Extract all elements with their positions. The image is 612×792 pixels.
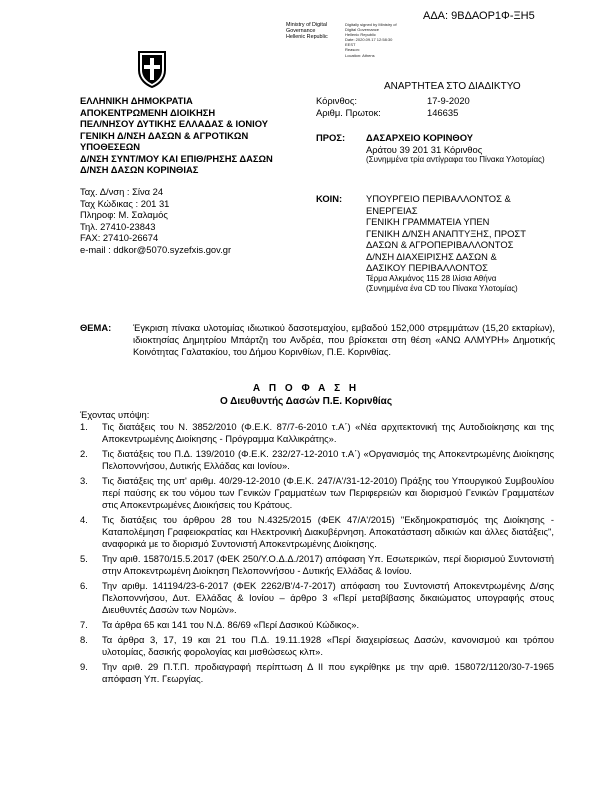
cc-address: Τέρμα Αλκμάνος 115 28 Ιλίσια Αθήνα bbox=[366, 273, 497, 283]
signature-org: Ministry of Digital Governance Hellenic Republic bbox=[286, 22, 328, 41]
list-item: 8. Τα άρθρα 3, 17, 19 και 21 του Π.Δ. 19.11.1928 «Περί διαχειρίσεως Δασών, κανονισμού και τρόπου υλοτομίας, δασικής φορολογίας και μισθώσεως κλπ». bbox=[80, 634, 554, 657]
ada-code: ΑΔΑ: 9ΒΔΑΟΡ1Φ-ΞΗ5 bbox=[423, 10, 535, 22]
document-meta bbox=[316, 95, 470, 118]
subject-text: Έγκριση πίνακα υλοτομίας ιδιωτικού δασοτεμαχίου, εμβαδού 152,000 στρεμμάτων (15,20 εκταρίων), ιδιοκτησίας Δημητρίου Μπάρτζη του Ανδρέα, που βρίσκεται στη θέση «ΑΝΩ ΑΛΜΥΡΗ» Δημοτικής Κοινότητας Γαλατακίου, του Δήμου Κορινθίων, Π.Ε. Κορινθίας. bbox=[133, 322, 555, 357]
cc-note: (Συνημμένα ένα CD του Πίνακα Υλοτομίας) bbox=[366, 283, 518, 293]
list-item: 7. Τα άρθρα 65 και 141 του Ν.Δ. 86/69 «Περί Δασικού Κώδικος». bbox=[80, 619, 360, 630]
sender-block: ΕΛΛΗΝΙΚΗ ΔΗΜΟΚΡΑΤΙΑ ΑΠΟΚΕΝΤΡΩΜΕΝΗ ΔΙΟΙΚΗΣΗ ΠΕΛ/ΝΗΣΟΥ ΔΥΤΙΚΗΣ ΕΛΛΑΔΑΣ & ΙΟΝΙΟΥ ΓΕΝΙΚΗ Δ/ΝΣΗ ΔΑΣΩΝ & ΑΓΡΟΤΙΚΩΝ ΥΠΟΘΕΣΕΩΝ Δ/ΝΣΗ ΣΥΝΤ/ΜΟΥ ΚΑΙ ΕΠΙΘ/ΡΗΣΗΣ ΔΑΣΩΝ Δ/ΝΣΗ ΔΑΣΩΝ ΚΟΡΙΝΘΙΑΣ bbox=[80, 95, 273, 175]
publish-notice: ΑΝΑΡΤΗΤΕΑ ΣΤΟ ΔΙΑΔΙΚΤΥΟ bbox=[384, 81, 521, 92]
list-item: 6. Την αριθμ. 141194/23-6-2017 (ΦΕΚ 2262/Β'/4-7-2017) απόφαση του Συντονιστή Αποκεντρωμένης Δ/σης Πελοποννήσου, Δυτ. Ελλάδας & Ιονίου – άρθρο 3 «Περί μεταβίβασης δικαιώματος υπογραφής στους Διευθυντές Δασών των Νομών». bbox=[80, 580, 554, 615]
decision-title: Α Π Ο Φ Α Σ Η bbox=[252, 383, 360, 394]
list-item: 5. Την αριθ. 15870/15.5.2017 (ΦΕΚ 250/Υ.Ο.Δ.Δ./2017) απόφαση Υπ. Εσωτερικών, περί διορισμού Συντονιστή στην Αποκεντρωμένη Διοίκηση Πελοποννήσου - Δυτικής Ελλάδας & Ιονίου. bbox=[80, 553, 554, 576]
list-item: 4. Τις διατάξεις του άρθρου 28 του Ν.4325/2015 (ΦΕΚ 47/Α'/2015) "Εκδημοκρατισμός της Διοίκησης - Καταπολέμηση Γραφειοκρατίας και Ηλεκτρονική Διακυβέρνηση. Αποκατάσταση αδικιών και άλλες διατάξεις", αναφορικά με το διορισμό Συντονιστή Αποκεντρωμένης Διοίκησης. bbox=[80, 514, 554, 549]
recipient-label: ΠΡΟΣ: bbox=[316, 132, 346, 143]
signature-details: Digitally signed by Ministry of Digital Governance Hellenic Republic Date: 2020.09.17 12:58:30 EEST Reason: Location: Athens bbox=[345, 22, 397, 58]
recipient-note: (Συνημμένα τρία αντίγραφα του Πίνακα Υλοτομίας) bbox=[366, 155, 545, 164]
recipient-title: ΔΑΣΑΡΧΕΙΟ ΚΟΡΙΝΘΟΥ bbox=[366, 132, 474, 143]
decision-subtitle: Ο Διευθυντής Δασών Π.Ε. Κορινθίας bbox=[219, 396, 393, 407]
recipient-address: Αράτου 39 201 31 Κόρινθος bbox=[366, 143, 483, 155]
meta-protocol-row: Αριθμ. Πρωτοκ: 146635 bbox=[316, 106, 459, 118]
subject-label: ΘΕΜΑ: bbox=[80, 322, 112, 333]
cc-label: ΚΟΙΝ: bbox=[316, 193, 343, 204]
list-item: 3. Τις διατάξεις της υπ' αριθμ. 40/29-12-2010 (Φ.Ε.Κ. 247/Α'/31-12-2010) Πράξης του Υπουργικού Συμβουλίου περί παύσης εκ του νόμου των Γενικών Γραμματέων των Περιφερειών και διορισμού Γενικών Γραμματέων στις Αποκεντρωμένες Διοικήσεις του Κράτους. bbox=[80, 475, 554, 510]
greek-coat-of-arms-icon bbox=[135, 50, 169, 88]
meta-date-row: Κόρινθος: 17-9-2020 bbox=[316, 95, 470, 106]
contact-block: Ταχ. Δ/νση : Σίνα 24 Ταχ Κώδικας : 201 31 Πληροφ: Μ. Σαλαμός Τηλ. 27410-23843 FAX: 27410-26674 e-mail : ddkor@5070.syzefxis.gov.gr bbox=[80, 186, 232, 255]
cc-block: ΥΠΟΥΡΓΕΙΟ ΠΕΡΙΒΑΛΛΟΝΤΟΣ & ΕΝΕΡΓΕΙΑΣ ΓΕΝΙΚΗ ΓΡΑΜΜΑΤΕΙΑ ΥΠΕΝ ΓΕΝΙΚΗ Δ/ΝΣΗ ΑΝΑΠΤΥΞΗΣ, ΠΡΟΣΤ ΔΑΣΩΝ & ΑΓΡΟΠΕΡΙΒΑΛΛΟΝΤΟΣ Δ/ΝΣΗ ΔΙΑΧΕΙΡΙΣΗΣ ΔΑΣΩΝ & ΔΑΣΙΚΟΥ ΠΕΡΙΒΑΛΛΟΝΤΟΣ Τέρμα Αλκμάνος 115 28 Ιλίσια Αθήνα (Συνημμένα ένα CD του Πίνακα Υλοτομίας) bbox=[366, 193, 566, 294]
list-item: 9. Την αριθ. 29 Π.Τ.Π. προδιαγραφή περίπτωση Δ ΙΙ που εγκρίθηκε με την αριθ. 158072/1120/30-7-1965 απόφαση Υπ. Γεωργίας. bbox=[80, 661, 554, 684]
recipient-block bbox=[366, 132, 566, 165]
list-item: 2. Τις διατάξεις του Π.Δ. 139/2010 (Φ.Ε.Κ. 232/27-12-2010 τ.Α΄) «Οργανισμός της Αποκεντρωμένης Διοίκησης Πελοποννήσου, Δυτικής Ελλάδας και Ιονίου». bbox=[80, 448, 554, 471]
considerations-list bbox=[80, 421, 554, 688]
list-item: 1. Τις διατάξεις του Ν. 3852/2010 (Φ.Ε.Κ. 87/7-6-2010 τ.Α΄) «Νέα αρχιτεκτονική της Αυτοδιοίκησης και της Αποκεντρωμένης Διοίκησης - Πρόγραμμα Καλλικράτης». bbox=[80, 421, 554, 444]
considerations-intro: Έχοντας υπόψη: bbox=[80, 409, 150, 420]
